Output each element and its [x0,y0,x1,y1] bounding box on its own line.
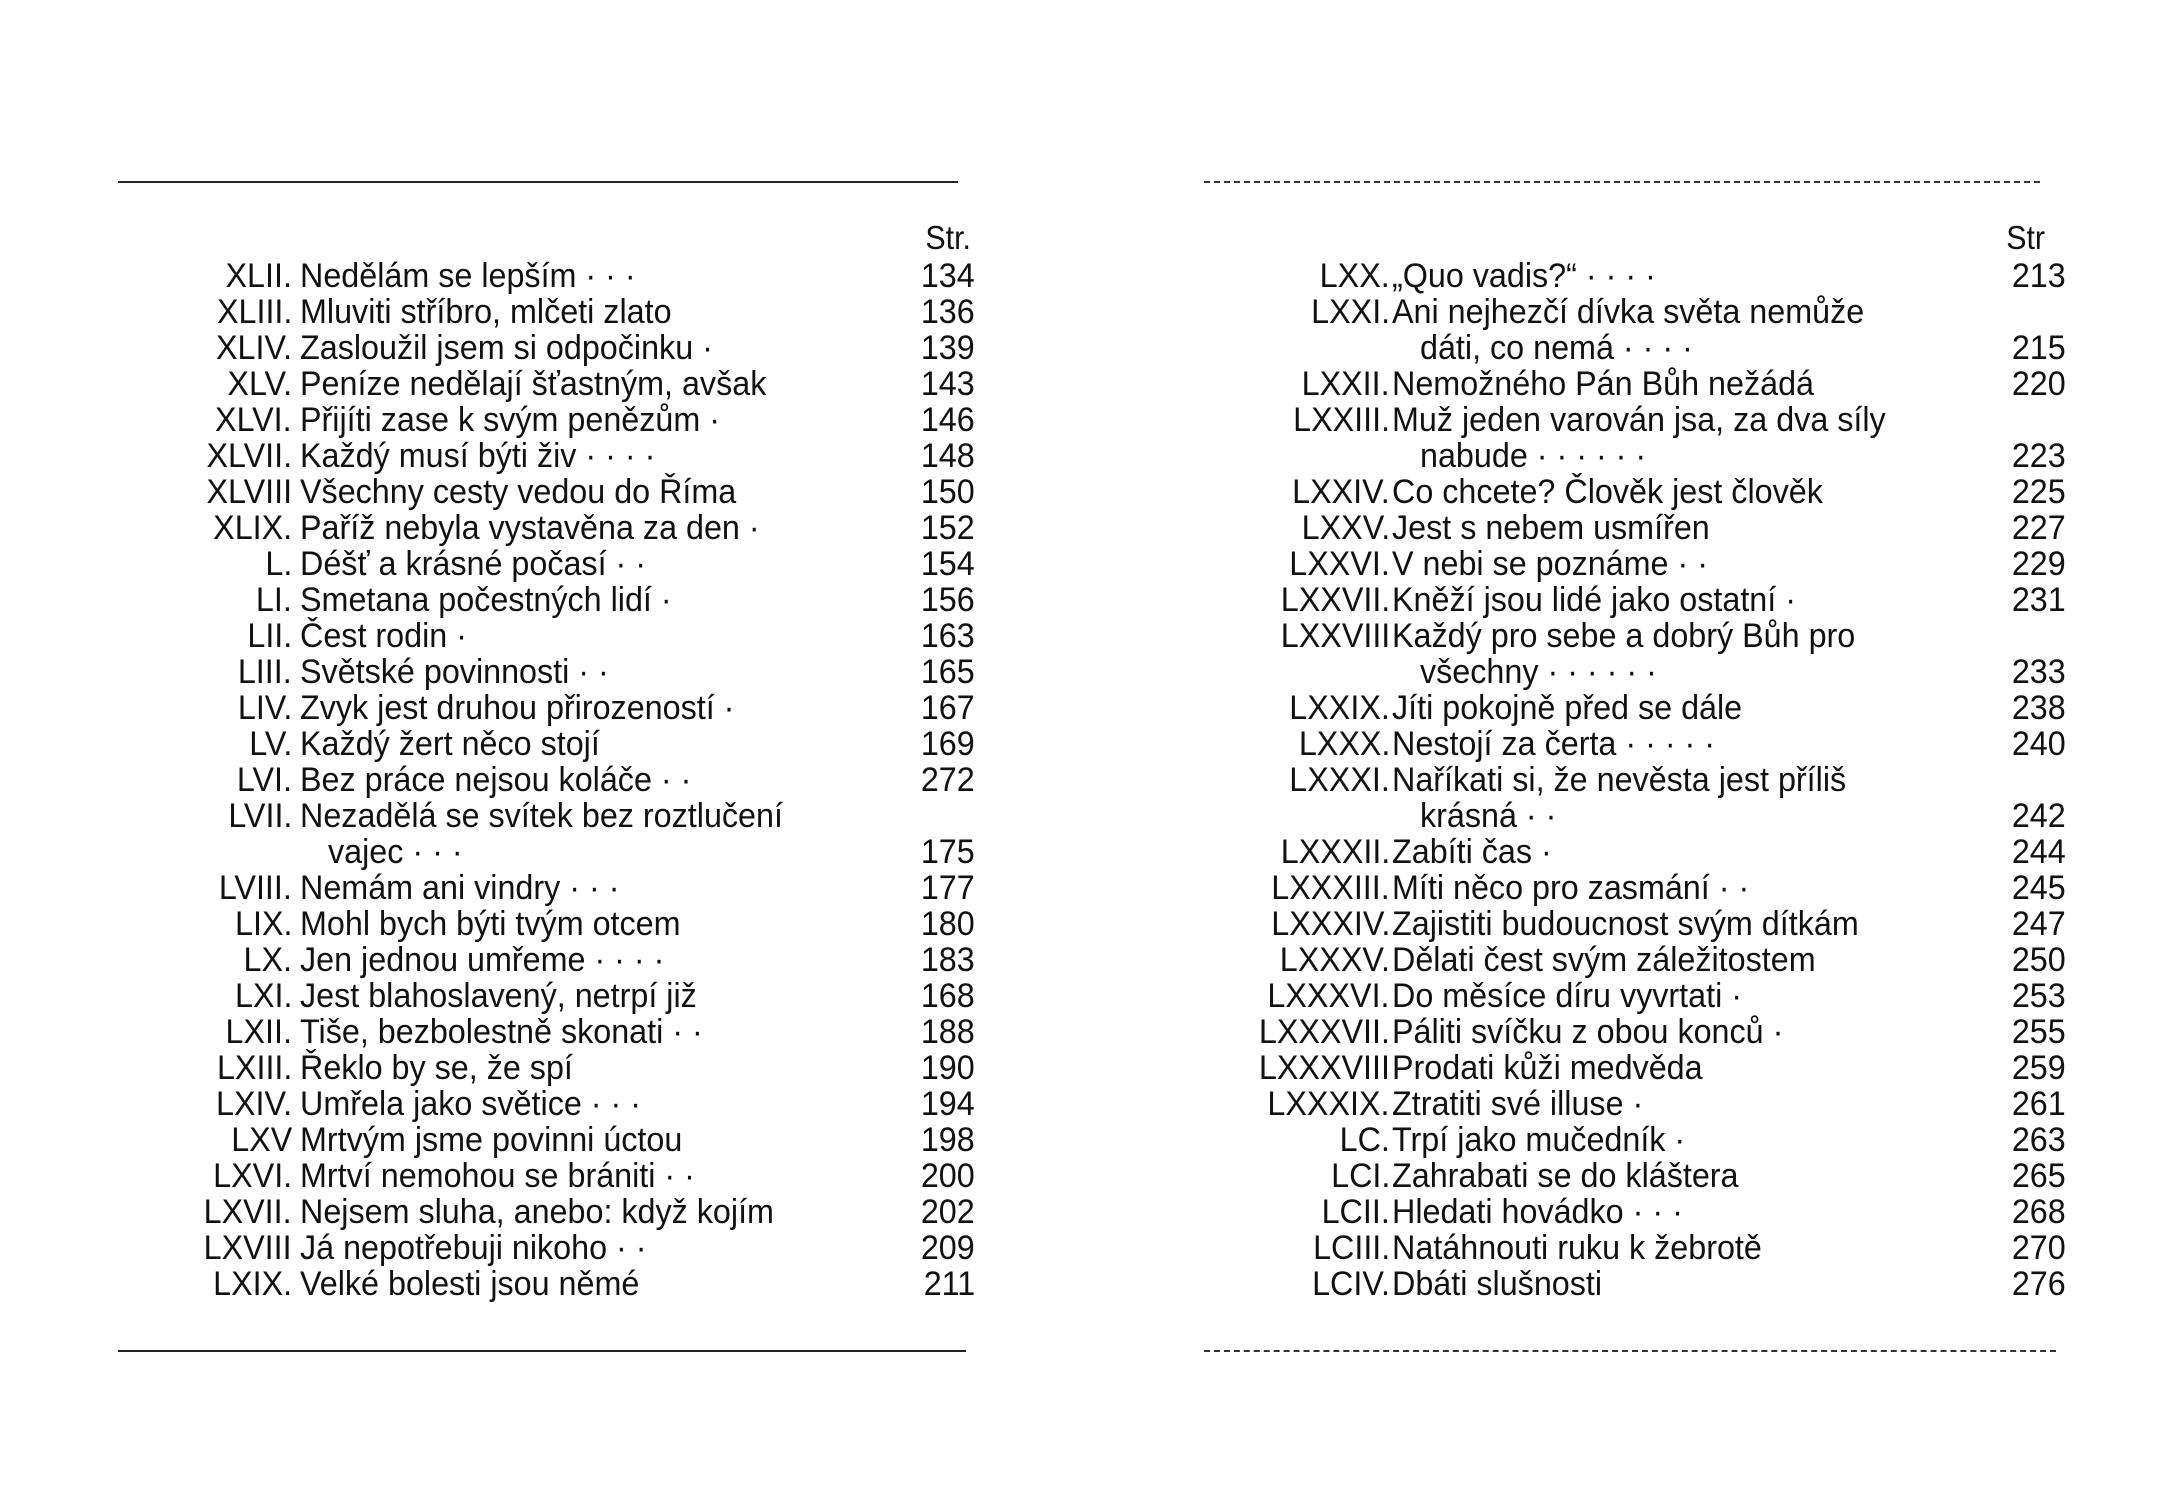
chapter-number: LXVIII [204,1229,292,1267]
page-number: 177 [921,869,975,907]
page-number: 268 [2012,1193,2066,1231]
page-number: 231 [2012,581,2066,619]
chapter-title: Natáhnouti ruku k žebrotě [1392,1229,1762,1267]
left-page-column-header: Str. [925,219,971,256]
chapter-title: Mohl bych býti tvým otcem [300,905,681,943]
chapter-title: Nezadělá se svítek bez roztlučení [300,797,783,835]
page-number: 139 [921,329,975,367]
right-top-rule [1204,181,2040,183]
page-number: 156 [921,581,975,619]
page-number: 276 [2012,1265,2066,1303]
chapter-number: LV. [248,725,292,763]
chapter-number: LXXV. [1301,509,1390,547]
chapter-number: XLV. [227,365,292,403]
chapter-title: Každý musí býti živ · · · · [300,437,656,475]
left-top-rule [118,181,958,183]
page-number: 272 [921,761,975,799]
page-number: 213 [2012,257,2066,295]
chapter-title: Naříkati si, že nevěsta jest příliš [1392,761,1847,799]
chapter-title: Prodati kůži medvěda [1392,1049,1703,1087]
chapter-number: LII. [247,617,292,655]
chapter-number: LXXVII. [1280,581,1390,619]
chapter-number: LXVI. [212,1157,292,1195]
chapter-number: LCIII. [1312,1229,1390,1267]
chapter-title: Míti něco pro zasmání · · [1392,869,1750,907]
chapter-title: Každý pro sebe a dobrý Bůh pro [1392,617,1856,655]
page-number: 134 [921,257,975,295]
page-number: 183 [921,941,975,979]
chapter-title: Muž jeden varován jsa, za dva síly [1392,401,1886,439]
chapter-title: Přijíti zase k svým penězům · [300,401,721,439]
chapter-title: krásná · · [1420,797,1557,835]
page-number: 188 [921,1013,975,1051]
page-number: 190 [921,1049,975,1087]
chapter-number: XLII. [225,257,292,295]
page-number: 223 [2012,437,2066,475]
page-number: 244 [2012,833,2066,871]
page-number: 265 [2012,1157,2066,1195]
chapter-title: Smetana počestných lidí · [300,581,672,619]
chapter-title: Nedělám se lepším · · · [300,257,636,295]
page-number: 250 [2012,941,2066,979]
page-number: 245 [2012,869,2066,907]
chapter-number: LXX. [1319,257,1390,295]
chapter-title: Čest rodin · [300,617,467,655]
page-number: 220 [2012,365,2066,403]
chapter-number: XLIII. [216,293,292,331]
page-number: 146 [921,401,975,439]
chapter-title: vajec · · · [328,833,463,871]
chapter-number: LXIV. [215,1085,292,1123]
chapter-title: Nejsem sluha, anebo: když kojím [300,1193,774,1231]
page-number: 150 [921,473,975,511]
chapter-title: Jest blahoslavený, netrpí již [300,977,697,1015]
chapter-number: LXXXVIII [1258,1049,1390,1087]
chapter-number: XLIV. [215,329,292,367]
chapter-title: Mrtví nemohou se brániti · · [300,1157,695,1195]
chapter-title: Umřela jako světice · · · [300,1085,642,1123]
chapter-title: „Quo vadis?“ · · · · [1392,257,1656,295]
chapter-title: Peníze nedělají šťastným, avšak [300,365,767,403]
chapter-number: LX. [243,941,292,979]
page-number: 163 [921,617,975,655]
left-bottom-rule [118,1350,966,1352]
chapter-number: LXIII. [216,1049,292,1087]
page-number: 202 [921,1193,975,1231]
page-number: 240 [2012,725,2066,763]
chapter-number: LXXXIV. [1270,905,1390,943]
chapter-number: LXXXI. [1289,761,1390,799]
page-number: 215 [2012,329,2066,367]
chapter-number: LXXXIX. [1267,1085,1390,1123]
chapter-number: LCI. [1330,1157,1390,1195]
chapter-number: LI. [256,581,292,619]
chapter-title: Déšť a krásné počasí · · [300,545,647,583]
page-number: 154 [921,545,975,583]
chapter-number: LXXII. [1302,365,1390,403]
chapter-number: LIII. [238,653,292,691]
chapter-title: Všechny cesty vedou do Říma [300,473,737,511]
chapter-number: LXXXV. [1279,941,1390,979]
chapter-title: Kněží jsou lidé jako ostatní · [1392,581,1796,619]
page-number: 143 [921,365,975,403]
page-number: 263 [2012,1121,2066,1159]
chapter-title: Nemožného Pán Bůh nežádá [1392,365,1815,403]
chapter-title: Dbáti slušnosti [1392,1265,1603,1303]
chapter-title: Dělati čest svým záležitostem [1392,941,1816,979]
chapter-number: LXII. [225,1013,292,1051]
chapter-number: LVIII. [218,869,292,907]
page-number: 247 [2012,905,2066,943]
chapter-title: Hledati hovádko · · · [1392,1193,1683,1231]
chapter-number: LXXVIII [1280,617,1390,655]
chapter-number: LXVII. [204,1193,292,1231]
chapter-number: LXIX. [212,1265,292,1303]
page-number: 136 [921,293,975,331]
page-number: 175 [921,833,975,871]
chapter-title: Trpí jako mučedník · [1392,1121,1686,1159]
page-number: 261 [2012,1085,2066,1123]
chapter-title: Zahrabati se do kláštera [1392,1157,1739,1195]
chapter-number: LCIV. [1312,1265,1390,1303]
chapter-title: Každý žert něco stojí [300,725,600,763]
chapter-title: Bez práce nejsou koláče · · [300,761,692,799]
chapter-title: V nebi se poznáme · · [1392,545,1708,583]
chapter-number: XLVIII [206,473,292,511]
right-bottom-rule [1204,1350,2056,1352]
page-number: 255 [2012,1013,2066,1051]
page-number: 167 [921,689,975,727]
chapter-number: LXXX. [1298,725,1390,763]
chapter-number: LIX. [234,905,292,943]
page-number: 200 [921,1157,975,1195]
page-number: 152 [921,509,975,547]
chapter-title: Zabíti čas · [1392,833,1552,871]
chapter-title: Ani nejhezčí dívka světa nemůže [1392,293,1865,331]
chapter-number: LXXI. [1310,293,1390,331]
page-number: 148 [921,437,975,475]
chapter-title: Řeklo by se, že spí [300,1049,573,1087]
chapter-number: LC. [1339,1121,1390,1159]
chapter-title: Nemám ani vindry · · · [300,869,620,907]
chapter-title: nabude · · · · · · [1420,437,1647,475]
chapter-number: LXV [230,1121,292,1159]
page-number: 238 [2012,689,2066,727]
page-number: 169 [921,725,975,763]
chapter-title: Co chcete? Člověk jest člověk [1392,473,1823,511]
chapter-number: LXXVI. [1289,545,1390,583]
chapter-title: Zvyk jest druhou přirozeností · [300,689,735,727]
page-number: 225 [2012,473,2066,511]
chapter-number: XLVI. [215,401,292,439]
chapter-title: všechny · · · · · · [1420,653,1657,691]
chapter-number: L. [265,545,292,583]
chapter-title: Ztratiti své illuse · [1392,1085,1644,1123]
page-number: 253 [2012,977,2066,1015]
page-number: 227 [2012,509,2066,547]
chapter-title: dáti, co nemá · · · · [1420,329,1693,367]
chapter-title: Nestojí za čerta · · · · · [1392,725,1716,763]
chapter-title: Já nepotřebuji nikoho · · [300,1229,647,1267]
chapter-number: LXXXVII. [1258,1013,1390,1051]
chapter-number: XLIX. [212,509,292,547]
page-number: 194 [921,1085,975,1123]
chapter-title: Do měsíce díru vyvrtati · [1392,977,1743,1015]
chapter-number: LXXIX. [1289,689,1390,727]
chapter-number: LXXIV. [1292,473,1390,511]
chapter-number: XLVII. [206,437,292,475]
chapter-title: Tiše, bezbolestně skonati · · [300,1013,703,1051]
chapter-number: LXXXII. [1280,833,1390,871]
chapter-number: LXI. [234,977,292,1015]
chapter-number: LCII. [1321,1193,1390,1231]
page-number: 211 [923,1265,975,1303]
chapter-number: LIV. [237,689,292,727]
chapter-title: Světské povinnosti · · [300,653,609,691]
chapter-number: LXXXVI. [1267,977,1390,1015]
chapter-title: Paříž nebyla vystavěna za den · [300,509,760,547]
page-number: 168 [921,977,975,1015]
chapter-number: LVII. [227,797,292,835]
chapter-title: Zajistiti budoucnost svým dítkám [1392,905,1859,943]
page-number: 259 [2012,1049,2066,1087]
page-number: 198 [921,1121,975,1159]
chapter-title: Velké bolesti jsou němé [300,1265,640,1303]
page-number: 233 [2012,653,2066,691]
page-number: 165 [921,653,975,691]
chapter-title: Mluviti stříbro, mlčeti zlato [300,293,672,331]
page-number: 242 [2012,797,2066,835]
chapter-title: Mrtvým jsme povinni úctou [300,1121,683,1159]
chapter-title: Zasloužil jsem si odpočinku · [300,329,713,367]
right-page-column-header: Str [2006,219,2045,256]
page-number: 270 [2012,1229,2066,1267]
chapter-number: LXXIII. [1293,401,1390,439]
chapter-title: Jen jednou umřeme · · · · [300,941,665,979]
chapter-title: Jíti pokojně před se dále [1392,689,1743,727]
chapter-number: LXXXIII. [1271,869,1390,907]
chapter-title: Jest s nebem usmířen [1392,509,1710,547]
chapter-number: LVI. [236,761,292,799]
page-number: 209 [921,1229,975,1267]
chapter-title: Páliti svíčku z obou konců · [1392,1013,1784,1051]
page-number: 229 [2012,545,2066,583]
page-number: 180 [921,905,975,943]
